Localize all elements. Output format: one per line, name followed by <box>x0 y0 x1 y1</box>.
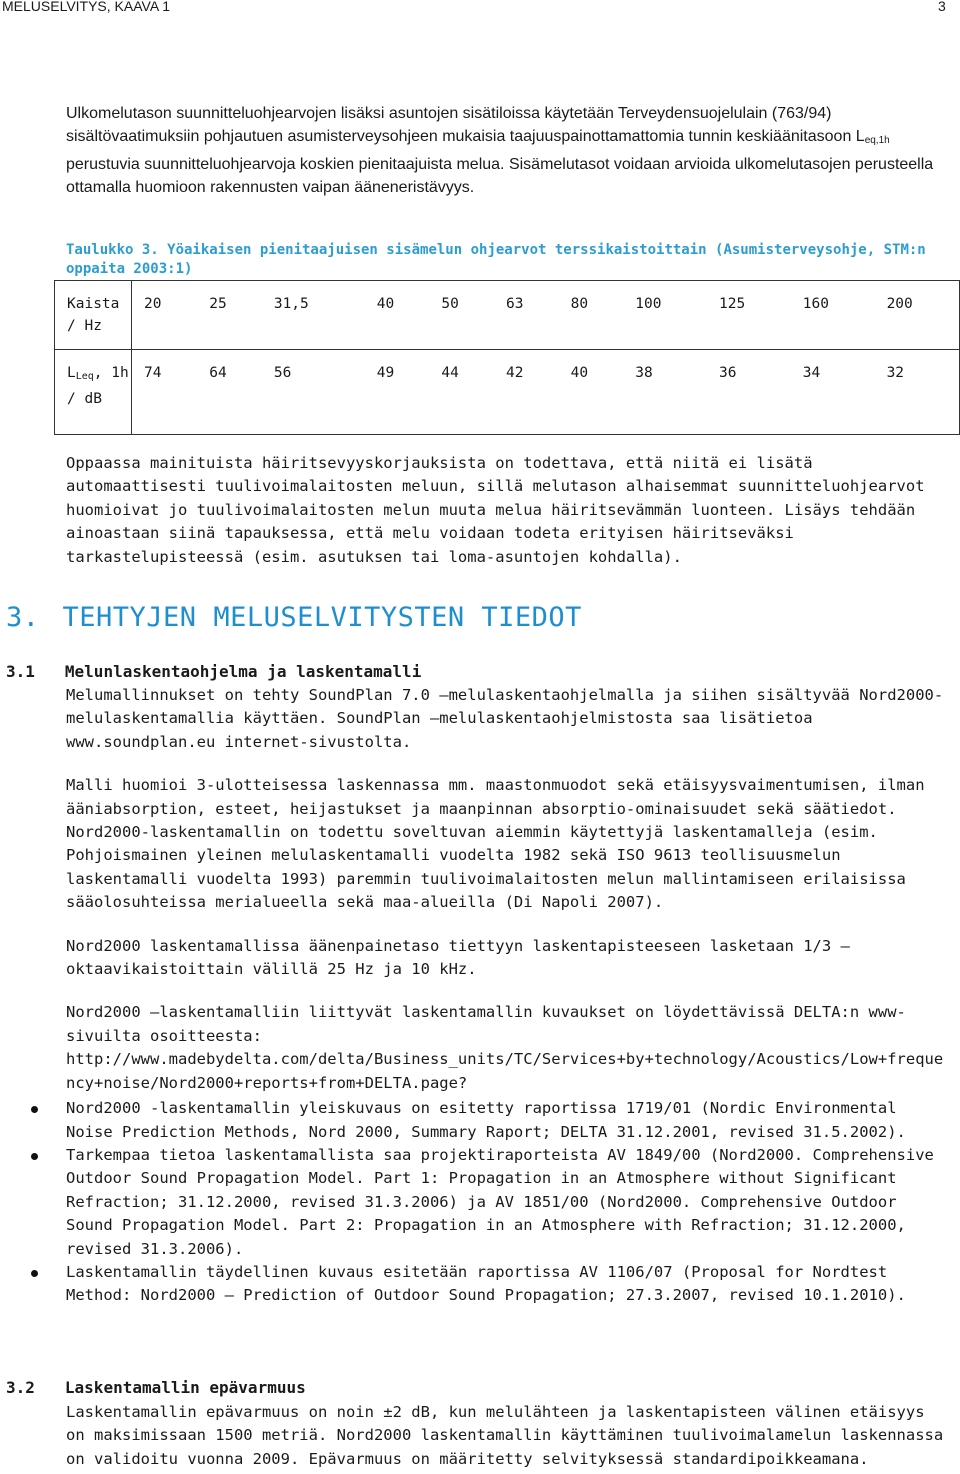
table-cell-level: 40 <box>559 350 624 435</box>
table-cell-level: 36 <box>707 350 791 435</box>
section-3-1-heading <box>6 662 421 681</box>
table-cell-frequency: 100 <box>623 281 707 350</box>
section-3-1-para-4: Nord2000 –laskentamalliin liittyvät laskentamallin kuvaukset on löydettävissä DELTA:n www-sivuilta osoitteesta: <box>66 1003 906 1045</box>
table-cell-frequency: 200 <box>875 281 960 350</box>
table-cell-level: 56 <box>262 350 365 435</box>
table-cell-frequency: 63 <box>494 281 559 350</box>
section-3-2-heading <box>6 1378 306 1397</box>
list-item: Nord2000 -laskentamallin yleiskuvaus on esitetty raportissa 1719/01 (Nordic Environmental Noise Prediction Methods, Nord 2000, Summary Raport; DELTA 31.12.2001, revised 31.5.2002). <box>30 1097 950 1144</box>
section-3-title: TEHTYJEN MELUSELVITYSTEN TIEDOT <box>62 602 582 633</box>
intro-paragraph <box>66 102 950 200</box>
section-3-1-number: 3.1 <box>6 662 35 681</box>
section-3-1-para-3: Nord2000 laskentamallissa äänenpainetaso tiettyyn laskentapisteeseen lasketaan 1/3 –oktaavikaistoittain välillä 25 Hz ja 10 kHz. <box>66 936 850 979</box>
table-cell-level: 38 <box>623 350 707 435</box>
bullet-icon <box>31 1153 38 1160</box>
section-3-2-number: 3.2 <box>6 1378 35 1397</box>
bullet-icon <box>31 1270 38 1277</box>
delta-url-link[interactable]: http://www.madebydelta.com/delta/Business_units/TC/Services+by+technology/Acoustics/Low+frequency+noise/Nord2000+reports+from+DELTA.page? <box>66 1050 944 1092</box>
table-header-level: $L_{Leq}$, 1h / dB <box>55 350 132 435</box>
bullet-icon <box>31 1106 38 1113</box>
table-cell-frequency: 80 <box>559 281 624 350</box>
table-cell-frequency: 160 <box>791 281 875 350</box>
table-cell-frequency: 40 <box>365 281 430 350</box>
intro-text-2: perustuvia suunnitteluohjearvoja koskien pienitaajuista melua. Sisämelutasot voidaan arvioida ulkomelutasojen perusteella ottamalla huomioon rakennusten vaipan ääneneristävyys. <box>66 155 934 197</box>
section-3-2-body <box>66 1401 950 1471</box>
table-row-frequency <box>55 281 960 350</box>
list-item: Laskentamallin täydellinen kuvaus esitetään raportissa AV 1106/07 (Proposal for Nordtest Method: Nord2000 – Prediction of Outdoor Sound Propagation; 27.3.2007, revised 10.1.2010). <box>30 1261 950 1308</box>
table-cell-frequency: 25 <box>197 281 262 350</box>
section-3-number: 3. <box>6 602 40 633</box>
table-caption-label: Taulukko 3. <box>66 242 159 258</box>
table-row-level <box>55 350 960 435</box>
intro-text-1: Ulkomelutason suunnitteluohjearvojen lisäksi asuntojen sisätiloissa käytetään Terveydensuojelulain (763/94) sisältövaatimuksiin pohjautuen asumisterveysohjeen mukaisia taajuuspainottamattomia tunnin keskiäänitasoon L <box>66 105 865 146</box>
table-cell-frequency: 125 <box>707 281 791 350</box>
section-3-1-title: Melunlaskentaohjelma ja laskentamalli <box>64 662 422 681</box>
document-header-title: MELUSELVITYS, KAAVA 1 <box>2 0 171 14</box>
page-number: 3 <box>938 0 946 14</box>
table-cell-level: 42 <box>494 350 559 435</box>
paragraph-corrections: Oppaassa mainituista häiritsevyyskorjauksista on todettava, että niitä ei lisätä automaattisesti tuulivoimalaitosten meluun, sillä melutason alhaisemmat suunnitteluohjearvot huomioivat jo tuulivoimalaitosten melun muuta melua häiritsevämmän luonteen. Lisäys tehdään ainoastaan siinä tapauksessa, että melu voidaan todeta erityisen häiritseväksi tarkastelupisteessä (esim. asutuksen tai loma-asuntojen kohdalla). <box>66 454 925 566</box>
table-cell-level: 44 <box>429 350 494 435</box>
noise-guideline-table <box>54 280 960 435</box>
table-header-band: Kaista / Hz <box>55 281 132 350</box>
section-3-2-para-1: Laskentamallin epävarmuus on noin ±2 dB, kun melulähteen ja laskentapisteen välinen etäisyys on maksimissaan 1500 metriä. Nord2000 laskentamallin käyttäminen tuulivoimalamelun laskennassa on validoitu vuonna 2009. Epävarmuus on määritetty selvityksessä standardipoikkeamana. <box>66 1403 944 1468</box>
table-cell-level: 64 <box>197 350 262 435</box>
reference-list <box>30 1097 950 1308</box>
section-3-1-para-2: Malli huomioi 3-ulotteisessa laskennassa mm. maastonmuodot sekä etäisyysvaimentumisen, ilman ääniabsorption, esteet, heijastukset ja maanpinnan absorptio-ominaisuudet sekä säätiedot. Nord2000-laskentamallin on todettu soveltuvan aiemmin käytettyjä laskentamalleja (esim. Pohjoismainen yleinen melulaskentamalli vuodelta 1982 sekä ISO 9613 teollisuusmelun laskentamalli vuodelta 1993) paremmin tuulivoimalaitosten melun mallintamiseen erilaisissa sääolosuhteissa merialueella sekä maa-alueilla (Di Napoli 2007). <box>66 776 925 912</box>
intro-subscript: eq,1h <box>864 135 890 147</box>
list-item: Tarkempaa tietoa laskentamallista saa projektiraporteista AV 1849/00 (Nord2000. Comprehensive Outdoor Sound Propagation Model. Part 1: Propagation in an Atmosphere without Significant Refraction; 31.12.2000, revised 31.3.2006) ja AV 1851/00 (Nord2000. Comprehensive Outdoor Sound Propagation Model. Part 2: Propagation in an Atmosphere with Refraction; 31.12.2000, revised 31.3.2006). <box>30 1144 950 1261</box>
table-cell-frequency: 31,5 <box>262 281 365 350</box>
table-cell-level: 74 <box>132 350 198 435</box>
table-caption-text: Yöaikaisen pienitaajuisen sisämelun ohjearvot terssikaistoittain (Asumisterveysohje, STM:n oppaita 2003:1) <box>66 242 926 277</box>
table-cell-frequency: 50 <box>429 281 494 350</box>
table-caption <box>66 241 956 279</box>
section-3-1-para-1: Melumallinnukset on tehty SoundPlan 7.0 –melulaskentaohjelmalla ja siihen sisältyvää Nord2000-melulaskentamallia käyttäen. SoundPlan –melulaskentaohjelmistosta saa lisätietoa www.soundplan.eu internet-sivustolta. <box>66 686 944 751</box>
section-3-heading <box>6 602 582 633</box>
table-cell-level: 32 <box>875 350 960 435</box>
table-cell-level: 49 <box>365 350 430 435</box>
table-cell-frequency: 20 <box>132 281 198 350</box>
section-3-1-body <box>66 684 950 1308</box>
section-3-2-title: Laskentamallin epävarmuus <box>64 1378 306 1397</box>
table-cell-level: 34 <box>791 350 875 435</box>
